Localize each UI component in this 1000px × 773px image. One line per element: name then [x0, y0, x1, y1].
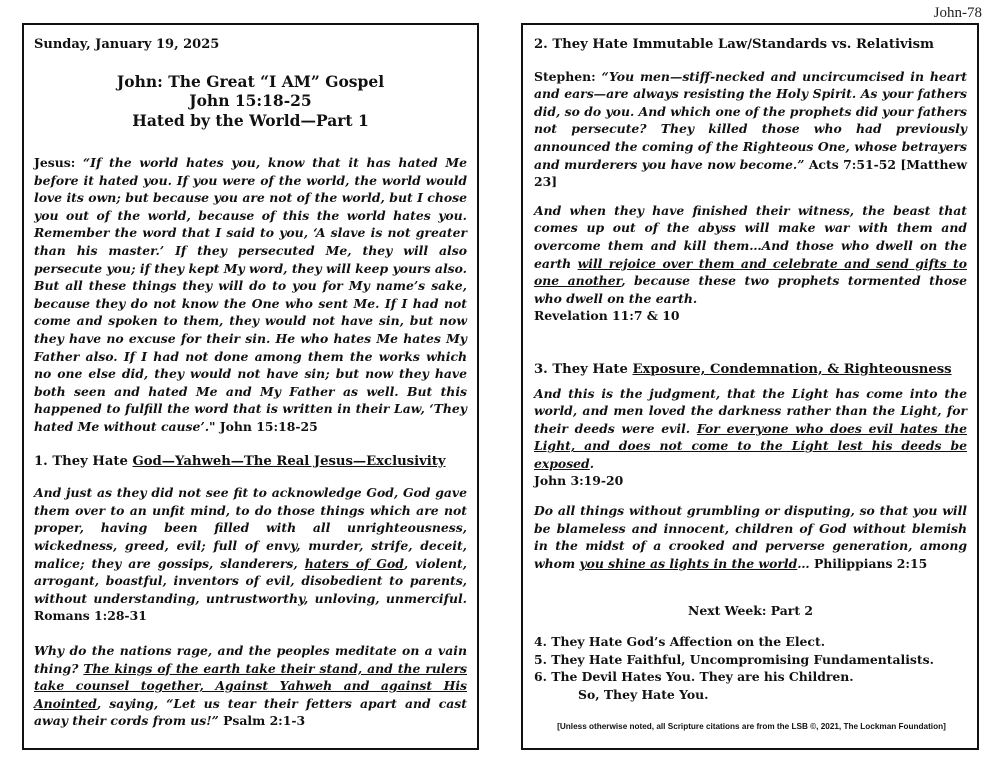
- speaker-label: Jesus:: [34, 155, 76, 171]
- title-line-2: John 15:18-25: [189, 91, 312, 111]
- scripture-ref: Acts 7:51-52 [Matthew 23]: [534, 156, 968, 190]
- stephen-passage: [534, 68, 967, 191]
- scripture-underline: you shine as lights in the world: [579, 555, 798, 571]
- scripture-quote: And this is the judgment, that the Light has come into the world, and men loved the darkness rather than the Light, for their deeds were evil.: [534, 385, 967, 436]
- scripture-quote: .: [589, 455, 595, 471]
- section-topic: God—Yahweh—The Real Jesus—Exclusivity: [132, 453, 446, 469]
- scripture-underline: For everyone who does evil hates the Light, and does not come to the Light lest his deeds be exposed: [534, 420, 967, 471]
- scripture-underline: will rejoice over them and celebrate and send gifts to one another: [534, 255, 967, 289]
- intro-passage: [34, 154, 467, 436]
- title-line-3: Hated by the World—Part 1: [132, 110, 369, 130]
- scripture-quote: “If the world hates you, know that it has hated Me before it hated you. If you were of the world, the world would love its own; but because you are not of the world, but I chose you out of the world, because of this the world hates you. Remember the word that I said to you, ‘A slave is not greater than his master.’ If they persecuted Me, they will also persecute you; if they kept My word, they will keep yours also. But all these things they will do to you for My name’s sake, because they do not know the One who sent Me. If I had not come and spoken to them, they would not have sin, but now they have no excuse for their sin. He who hates Me hates My Father also. If I had not done among them the works which no one else did, they would not have sin; but now they have both seen and hated Me and My Father as well. But this happened to fulfill the word that is written in their Law, ‘They hated Me without cause’.: [34, 155, 467, 434]
- left-panel: [22, 23, 479, 750]
- next-week-heading: Next Week: Part 2: [688, 603, 813, 619]
- scripture-quote: Do all things without grumbling or disputing, so that you will be blameless and innocent, children of God without blemish in the midst of a crooked and perverse generation, among whom: [534, 503, 967, 571]
- scripture-ref: Revelation 11:7 & 10: [534, 308, 680, 324]
- scripture-quote: , because these two prophets tormented those who dwell on the earth.: [534, 273, 967, 306]
- title-line-1: John: The Great “I AM” Gospel: [116, 71, 385, 91]
- scripture-quote: , violent, arrogant, boastful, inventors of evil, disobedient to parents, without understanding, untrustworthy, unloving, unmerciful.: [34, 555, 467, 606]
- section-topic: Exposure, Condemnation, & Righteousness: [632, 361, 952, 377]
- section-number: 1. They Hate: [34, 453, 133, 469]
- scripture-quote: Why do the nations rage, and the peoples meditate on a vain thing?: [34, 642, 467, 676]
- scripture-quote: …: [797, 555, 810, 571]
- list-item: 6. The Devil Hates You. They are his Children.: [534, 669, 854, 685]
- section-heading-2: 2. They Hate Immutable Law/Standards vs. Relativism: [534, 37, 935, 52]
- revelation-passage: [534, 202, 967, 325]
- next-week-list: [534, 633, 967, 703]
- scripture-ref: Philippians 2:15: [809, 555, 928, 571]
- scripture-ref: John 3:19-20: [534, 473, 624, 489]
- scripture-quote: And when they have finished their witness, the beast that comes up out of the abyss will make war with them and overcome them and kill them…And those who dwell on the earth: [534, 202, 967, 271]
- list-conclusion: So, They Hate You.: [578, 686, 709, 702]
- speaker-label: Stephen:: [534, 68, 602, 84]
- john3-passage: [534, 385, 967, 491]
- section-heading-3: [534, 361, 967, 379]
- scripture-quote: , saying, “Let us tear their fetters apart and cast away their cords from us!”: [34, 695, 467, 729]
- philippians-passage: [534, 502, 967, 572]
- scripture-underline: The kings of the earth take their stand, and the rulers take counsel together, Against Yahweh and against His Anointed: [34, 660, 467, 711]
- scripture-quote: “You men—stiff-necked and uncircumcised in heart and ears—are always resisting the Holy Spirit. As your fathers did, so do you. And which one of the prophets did your fathers not persecute? They killed those who had previously announced the coming of the Righteous One, whose betrayers and murderers you have now become.”: [534, 68, 967, 172]
- psalm-passage: [34, 642, 467, 730]
- scripture-ref: " John 15:18-25: [209, 419, 318, 434]
- right-panel: [521, 23, 979, 750]
- section-heading-1: [34, 453, 467, 471]
- page-number: John-78: [933, 5, 982, 21]
- date: Sunday, January 19, 2025: [34, 37, 220, 52]
- footnote: [Unless otherwise noted, all Scripture citations are from the LSB ©, 2021, The Lockman Foundation]: [557, 722, 946, 732]
- page-title: [34, 72, 467, 131]
- scripture-ref: Romans 1:28-31: [34, 608, 147, 624]
- section-number: 3. They Hate: [534, 361, 633, 377]
- scripture-ref: Psalm 2:1-3: [218, 713, 306, 729]
- scripture-quote: And just as they did not see fit to acknowledge God, God gave them over to an unfit mind, to do those things which are not proper, having been filled with all unrighteousness, wickedness, greed, evil; full of envy, murder, strife, deceit, malice; they are gossips, slanderers,: [34, 485, 467, 571]
- romans-passage: [34, 484, 467, 625]
- scripture-underline: haters of God: [304, 555, 404, 571]
- list-item: 5. They Hate Faithful, Uncompromising Fundamentalists.: [534, 651, 934, 667]
- list-item: 4. They Hate God’s Affection on the Elect.: [534, 634, 826, 650]
